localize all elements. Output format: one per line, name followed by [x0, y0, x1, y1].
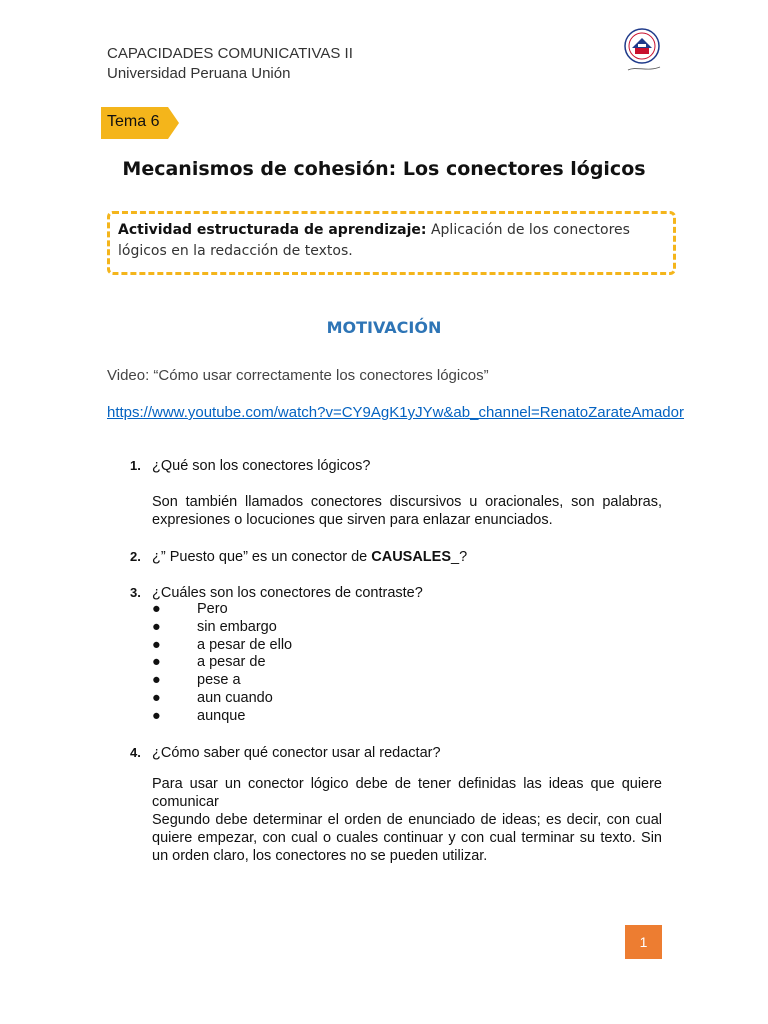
- answer-4-part-1: Para usar un conector lógico debe de tener definidas las ideas que quiere comunicar: [152, 776, 662, 810]
- answer-4-part-2: Segundo debe determinar el orden de enunciado de ideas; es decir, con cual quiere empezar, con cual o cuales continuar y con cual terminar su texto. Sin un orden claro, los conectores no se pueden utilizar.: [152, 812, 662, 864]
- university-seal-icon: [618, 26, 670, 76]
- answer-1: Son también llamados conectores discursivos u oracionales, son palabras, expresiones o locuciones que sirven para enlazar enunciados.: [152, 494, 662, 528]
- question-text: ¿Cuáles son los conectores de contraste?: [152, 585, 423, 601]
- question-number: 2.: [130, 549, 141, 564]
- document-title: Mecanismos de cohesión: Los conectores lógicos: [122, 158, 646, 180]
- answer-4: [152, 775, 662, 865]
- section-title-motivation: MOTIVACIÓN: [326, 318, 442, 337]
- video-link[interactable]: https://www.youtube.com/watch?v=CY9AgK1yJYw&ab_channel=RenatoZarateAmador: [107, 404, 684, 421]
- question-text: ¿” Puesto que” es un conector de CAUSALES_?: [152, 549, 468, 565]
- university-name: Universidad Peruana Unión: [107, 65, 291, 82]
- video-title: Video: “Cómo usar correctamente los conectores lógicos”: [107, 367, 489, 384]
- topic-tag: [100, 106, 180, 140]
- answer-keyword: CAUSALES: [371, 549, 452, 565]
- page-number: 1: [625, 925, 662, 959]
- question-number: 3.: [130, 585, 141, 600]
- activity-text: Aplicación de los conectores lógicos en la redacción de textos.: [118, 222, 630, 259]
- course-name: CAPACIDADES COMUNICATIVAS II: [107, 45, 353, 62]
- question-number: 1.: [130, 458, 141, 473]
- topic-tag-label: Tema 6: [107, 113, 160, 130]
- question-number: 4.: [130, 745, 141, 760]
- question-text: ¿Qué son los conectores lógicos?: [152, 458, 371, 474]
- activity-box: Actividad estructurada de aprendizaje: Aplicación de los conectores lógicos en la redacción de textos.: [107, 211, 676, 275]
- document-header: [107, 44, 353, 84]
- question-text: ¿Cómo saber qué conector usar al redactar?: [152, 745, 441, 761]
- activity-label: Actividad estructurada de aprendizaje: [118, 222, 421, 238]
